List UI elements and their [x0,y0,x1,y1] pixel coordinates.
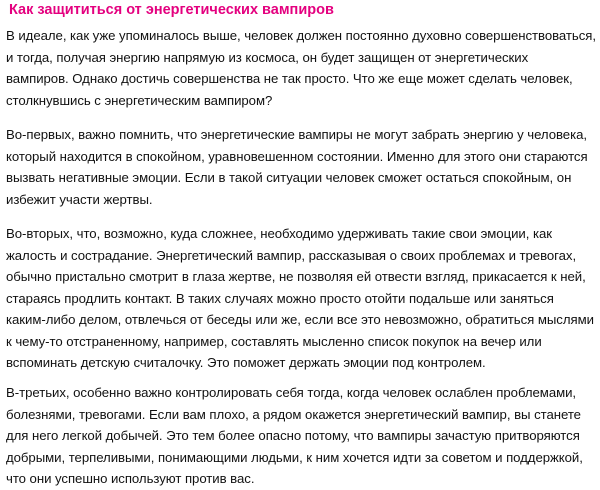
paragraph-line: жалость и сострадание. Энергетический вампир, рассказывая о своих проблемах и тревогах, [6,247,577,263]
paragraph-line: добрыми, терпеливыми, понимающими людьми, к ним хочется идти за советом и поддержкой, [6,449,583,465]
paragraph-line: вызвать негативные эмоции. Если в такой ситуации человек сможет остаться спокойным, он [6,170,572,185]
paragraph-line: обычно пристально смотрит в глаза жертве, не позволяя ей отвести взгляд, прикасается к ней, [6,269,586,284]
paragraph-line: Во-вторых, что, возможно, куда сложнее, необходимо удерживать такие свои эмоции, как [6,226,552,241]
article-title: Как защититься от энергетических вампиров [9,2,334,18]
paragraph-line: вспоминать детскую считалочку. Это поможет держать эмоции под контролем. [6,355,486,370]
paragraph-line: болезнями, тревогами. Если вам плохо, а рядом окажется энергетический вампир, вы станете [6,406,581,422]
paragraph-4 [6,382,596,490]
paragraph-line: столкнувшись с энергетическим вампиром? [6,92,273,108]
paragraph-line: Во-первых, важно помнить, что энергетические вампиры не могут забрать энергию у человека, [6,127,587,142]
paragraph-1 [6,25,596,111]
paragraph-line: и тогда, получая энергию напрямую из космоса, он будет защищен от энергетических [6,49,529,65]
paragraph-line: что они успешно используют против вас. [6,471,255,486]
paragraph-line: для него легкой добычей. Это тем более опасно потому, что вампиры зачастую притворяются [6,428,580,443]
paragraph-line: вампиров. Однако достичь совершенства не так просто. Что же еще может сделать человек, [6,71,573,86]
paragraph-line: избежит участи жертвы. [6,191,153,207]
paragraph-line: В идеале, как уже упоминалось выше, человек должен постоянно духовно совершенствоваться, [6,28,596,43]
paragraph-2 [6,124,596,210]
paragraph-line: стараясь продлить контакт. В таких случаях можно просто отойти подальше или заняться [6,290,554,306]
paragraph-line: В-третьих, особенно важно контролировать себя тогда, когда человек ослаблен проблемами, [6,385,577,400]
paragraph-3 [6,223,596,374]
paragraph-line: который находится в спокойном, уравновешенном состоянии. Именно для этого они стараются [6,148,588,164]
paragraph-line: к чему-то отстраненному, например, составлять мысленно список покупок на вечер или [6,333,542,349]
paragraph-line: каким-либо делом, отвлечься от беседы или же, если все это невозможно, обратиться мыслями [6,312,594,327]
